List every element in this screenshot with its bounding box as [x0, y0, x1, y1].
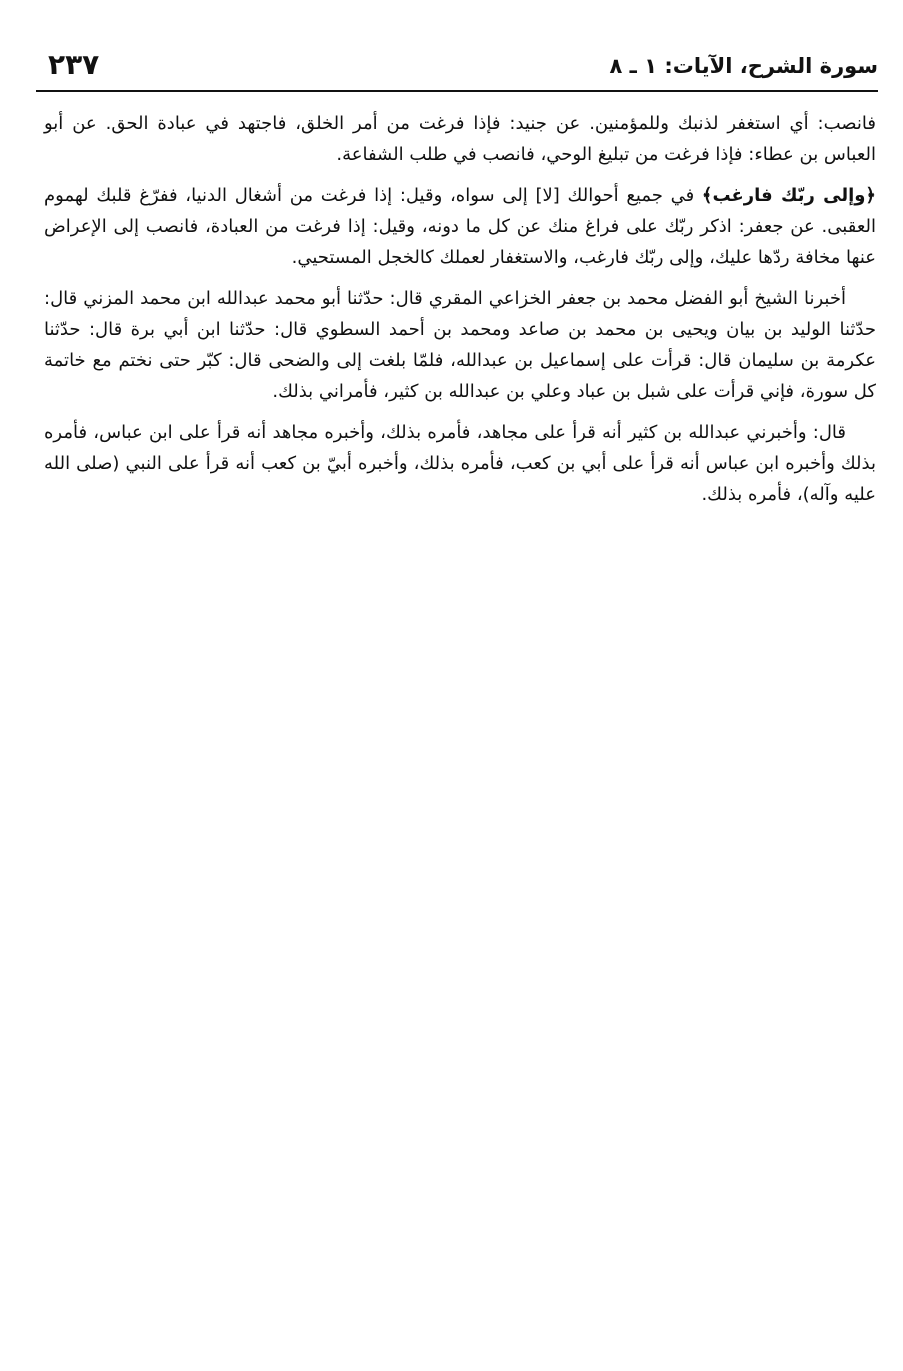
paragraph-3 [44, 283, 876, 407]
paragraph-1 [44, 108, 876, 170]
header-rule [36, 90, 878, 92]
paragraph-3-text: أخبرنا الشيخ أبو الفضل محمد بن جعفر الخزاعي المقري قال: حدّثنا أبو محمد عبدالله ابن محمد المزني قال: حدّثنا الوليد بن بيان ويحيى بن محمد بن صاعد ومحمد بن أحمد السطوي قال: حدّثنا ابن أبي برة قال: حدّثنا عكرمة بن سليمان قال: قرأت على إسماعيل بن عبدالله، فلمّا بلغت إلى والضحى قال: كبّر حتى نختم مع خاتمة كل سورة، فإني قرأت على شبل بن عباد وعلي بن عبدالله بن كثير، فأمراني بذلك. [44, 288, 876, 402]
quran-verse: ﴿وإلى ربّك فارغب﴾ [701, 185, 876, 206]
page-header [36, 48, 878, 92]
page-number: ٢٣٧ [48, 48, 100, 81]
paragraph-4-text: قال: وأخبرني عبدالله بن كثير أنه قرأ على مجاهد، فأمره بذلك، وأخبره مجاهد أنه قرأ على ابن عباس، فأمره بذلك وأخبره ابن عباس أنه قرأ على أبي بن كعب، فأمره بذلك، وأخبره أبيّ بن كعب أنه قرأ على النبي (صلى الله عليه وآله)، فأمره بذلك. [44, 422, 876, 505]
paragraph-1-text: فانصب: أي استغفر لذنبك وللمؤمنين. عن جنيد: فإذا فرغت من أمر الخلق، فاجتهد في عبادة الحق. عن أبو العباس بن عطاء: فإذا فرغت من تبليغ الوحي، فانصب في طلب الشفاعة. [44, 113, 876, 165]
paragraph-2-text: في جميع أحوالك [لا] إلى سواه، وقيل: إذا فرغت من أشغال الدنيا، ففرّغ قلبك لهموم العقبى. عن جعفر: اذكر ربّك على فراغ منك عن كل ما دونه، وقيل: إذا فرغت من العبادة، فانصب إلى الإعراض عنها مخافة ردّها عليك، وإلى ربّك فارغب، والاستغفار لعملك كالخجل المستحيي. [44, 185, 876, 268]
body-text [44, 108, 876, 520]
paragraph-4 [44, 417, 876, 510]
running-header-title: سورة الشرح، الآيات: ١ ـ ٨ [609, 54, 878, 78]
paragraph-2 [44, 180, 876, 273]
